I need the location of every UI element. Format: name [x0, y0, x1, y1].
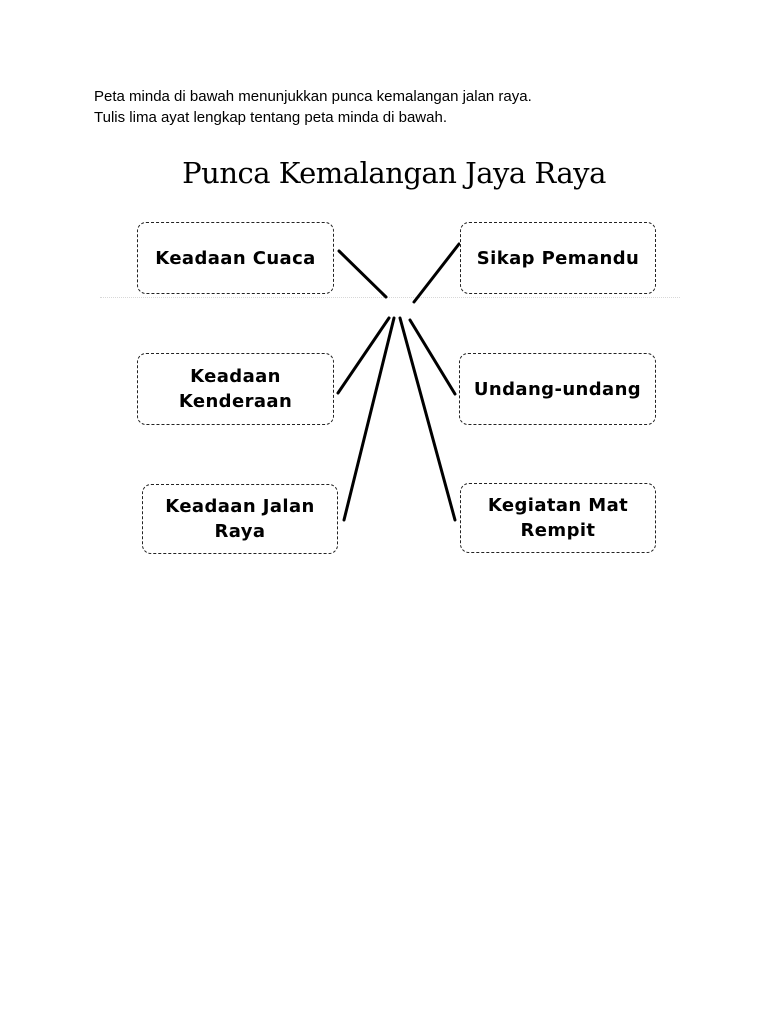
- node-label: Kegiatan Mat Rempit: [487, 495, 629, 541]
- node-keadaan-jalan-raya: [142, 484, 338, 554]
- node-label: Undang-undang: [473, 378, 642, 400]
- instruction-line-2: Tulis lima ayat lengkap tentang peta minda di bawah.: [94, 109, 447, 126]
- node-keadaan-kenderaan: [137, 353, 334, 425]
- node-label: Sikap Pemandu: [476, 247, 640, 269]
- node-label: Keadaan Kenderaan: [178, 366, 293, 412]
- connector-keadaan-cuaca: [339, 251, 386, 297]
- node-label: Keadaan Jalan Raya: [165, 496, 315, 542]
- node-kegiatan-mat-rempit: [460, 483, 656, 553]
- mindmap-title: Punca Kemalangan Jaya Raya: [182, 156, 606, 190]
- node-sikap-pemandu: [460, 222, 656, 294]
- node-undang-undang: [459, 353, 656, 425]
- connector-sikap-pemandu: [414, 244, 459, 302]
- instruction-line-1: Peta minda di bawah menunjukkan punca kemalangan jalan raya.: [94, 88, 532, 105]
- node-label: Keadaan Cuaca: [155, 247, 316, 269]
- node-keadaan-cuaca: [137, 222, 334, 294]
- connector-keadaan-kenderaan: [338, 318, 389, 393]
